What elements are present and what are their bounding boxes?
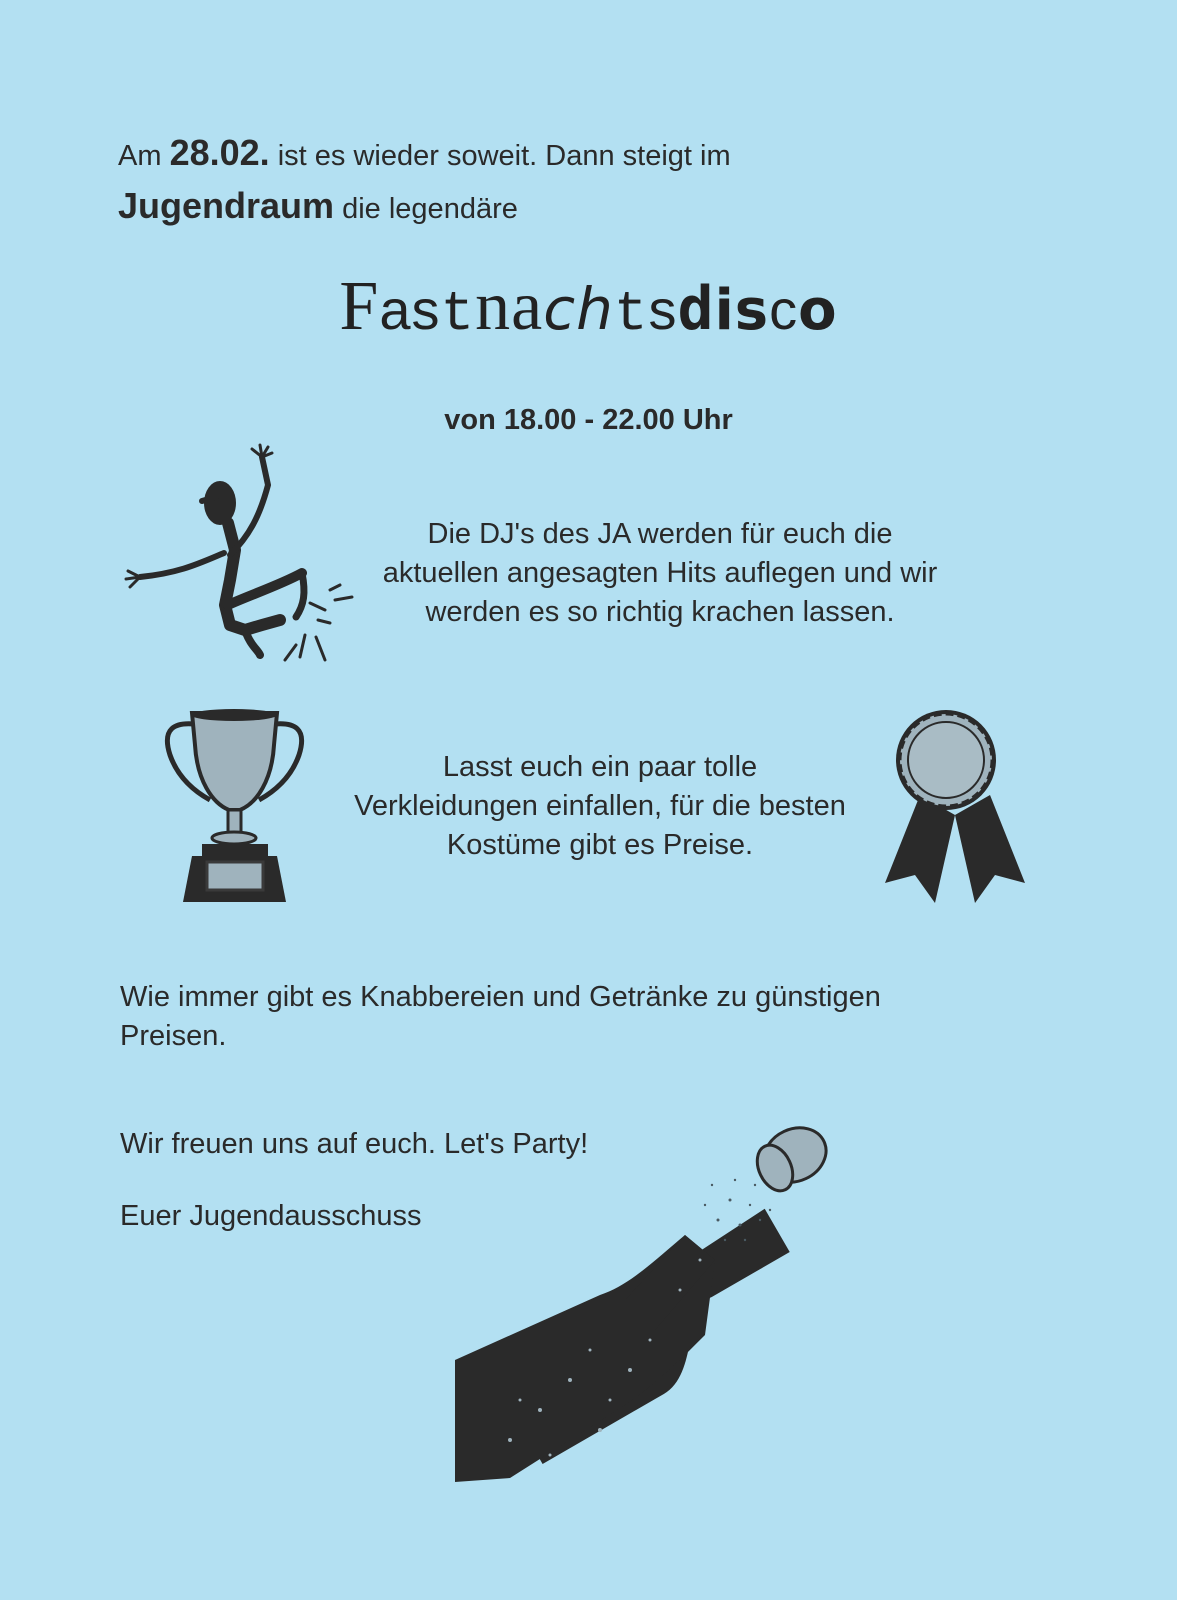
title-part: s: [648, 278, 678, 341]
title-part: F: [339, 268, 380, 345]
intro-line-2: [118, 181, 731, 234]
intro-legendaere: die legendäre: [334, 193, 518, 225]
title-part: is: [714, 278, 770, 343]
intro-line-1: [118, 128, 731, 181]
closing-text: Wir freuen uns auf euch. Let's Party!: [120, 1128, 589, 1160]
title-part: ch: [543, 275, 614, 343]
snacks-line-2: Preisen.: [120, 1020, 227, 1052]
costume-line-1: Lasst euch ein paar tolle: [442, 751, 758, 783]
costume-paragraph: [300, 748, 900, 865]
title-part: t: [440, 282, 476, 346]
signature: Euer Jugendausschuss: [120, 1200, 422, 1232]
title-part: d: [677, 274, 715, 344]
intro-soweit: ist es wieder soweit. Dann steigt im: [269, 140, 731, 172]
trophy-icon: [162, 705, 307, 905]
dj-paragraph: [320, 515, 1000, 632]
event-date: 28.02.: [169, 132, 270, 173]
snacks-paragraph: [120, 978, 1020, 1056]
dj-line-2: aktuellen angesagten Hits auflegen und wir: [382, 557, 938, 589]
title-part: o: [798, 278, 838, 343]
title-part: c: [769, 278, 799, 341]
title-part: na: [475, 268, 544, 345]
award-rosette-icon: [880, 705, 1030, 910]
event-time: von 18.00 - 22.00 Uhr: [444, 404, 733, 436]
title-part: as: [379, 278, 441, 341]
dj-line-1: Die DJ's des JA werden für euch die: [427, 518, 893, 550]
snacks-line-1: Wie immer gibt es Knabbereien und Getränke zu günstigen: [120, 981, 881, 1013]
title-part: t: [613, 282, 649, 346]
champagne-bottle-icon: [450, 1110, 850, 1510]
costume-line-3: Kostüme gibt es Preise.: [446, 829, 754, 861]
dj-line-3: werden es so richtig krachen lassen.: [425, 596, 895, 628]
intro-am: Am: [118, 140, 170, 172]
venue-name: Jugendraum: [118, 185, 335, 226]
event-title: [0, 262, 1177, 359]
intro-text: [118, 128, 731, 234]
costume-line-2: Verkleidungen einfallen, für die besten: [354, 790, 846, 822]
